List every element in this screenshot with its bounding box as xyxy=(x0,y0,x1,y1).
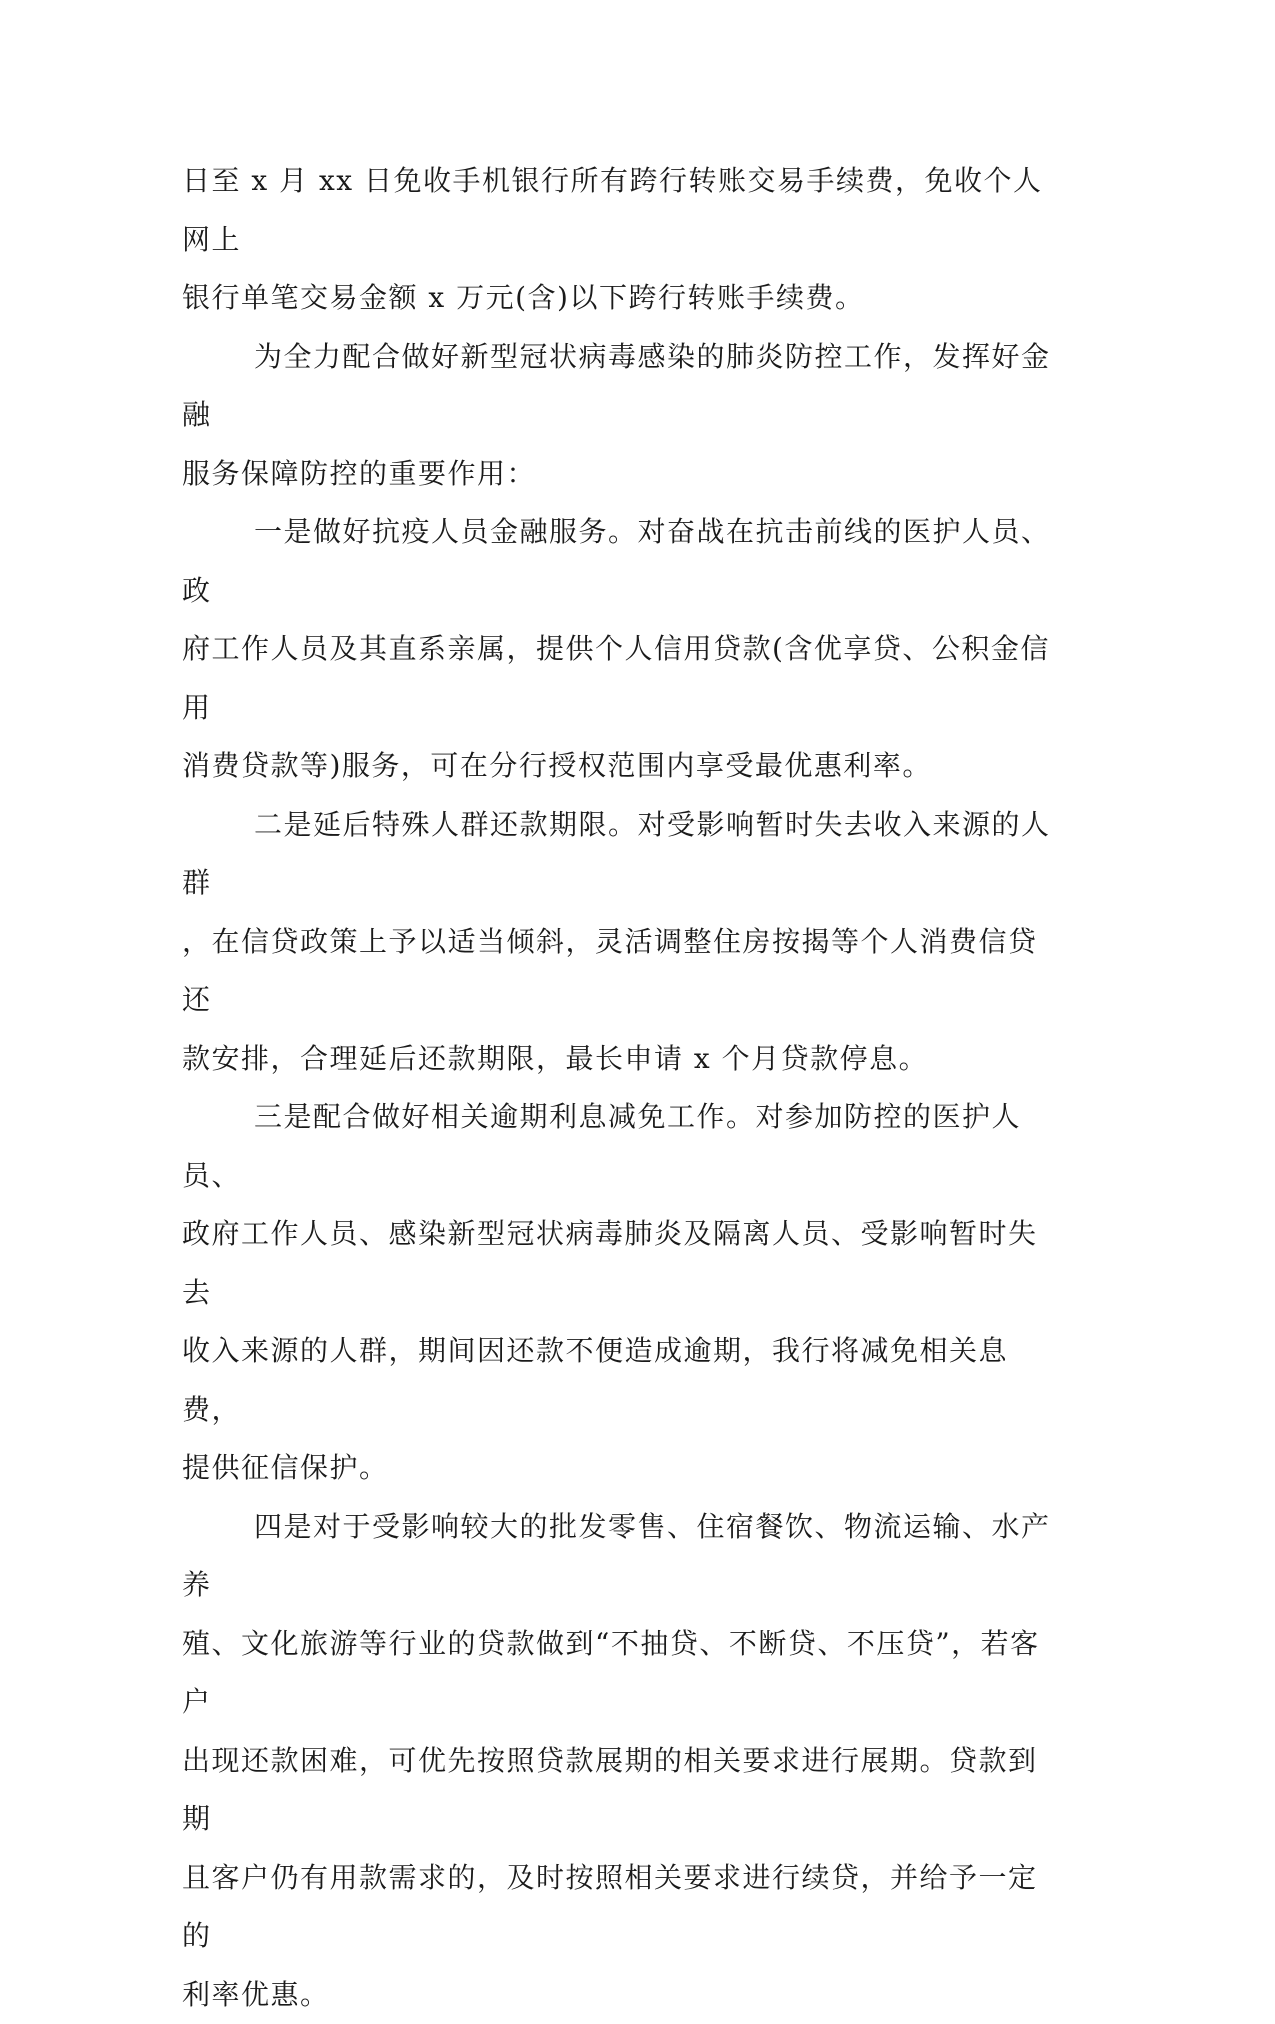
text-line: 日至 x 月 xx 日免收手机银行所有跨行转账交易手续费，免收个人网上 xyxy=(182,164,1042,256)
text-line: 一是做好抗疫人员金融服务。对奋战在抗击前线的医护人员、政 xyxy=(182,515,1051,607)
paragraph-item-1 xyxy=(182,503,1062,796)
document-body xyxy=(182,152,1062,2024)
paragraph-continuation xyxy=(182,152,1062,328)
text-line: 款安排，合理延后还款期限，最长申请 x 个月贷款停息。 xyxy=(182,1042,928,1075)
paragraph-item-3 xyxy=(182,1088,1062,1498)
text-line: 四是对于受影响较大的批发零售、住宿餐饮、物流运输、水产养 xyxy=(182,1510,1051,1602)
text-line: 殖、文化旅游等行业的贷款做到“不抽贷、不断贷、不压贷”，若客户 xyxy=(182,1627,1040,1719)
text-line: 政府工作人员、感染新型冠状病毒肺炎及隔离人员、受影响暂时失去 xyxy=(182,1217,1038,1309)
text-line: 二是延后特殊人群还款期限。对受影响暂时失去收入来源的人群 xyxy=(182,808,1051,900)
text-line: 提供征信保护。 xyxy=(182,1451,389,1484)
paragraph-intro xyxy=(182,328,1062,504)
text-line: 收入来源的人群，期间因还款不便造成逾期，我行将减免相关息费， xyxy=(182,1334,1008,1426)
paragraph-item-4 xyxy=(182,1498,1062,2024)
text-line: 银行单笔交易金额 x 万元(含)以下跨行转账手续费。 xyxy=(182,281,864,314)
text-line: 服务保障防控的重要作用： xyxy=(182,457,536,490)
text-line: ，在信贷政策上予以适当倾斜，灵活调整住房按揭等个人消费信贷还 xyxy=(182,925,1038,1017)
text-line: 消费贷款等)服务，可在分行授权范围内享受最优惠利率。 xyxy=(182,749,932,782)
text-line: 利率优惠。 xyxy=(182,1978,330,2011)
text-line: 三是配合做好相关逾期利息减免工作。对参加防控的医护人员、 xyxy=(182,1100,1021,1192)
paragraph-item-2 xyxy=(182,796,1062,1089)
text-line: 府工作人员及其直系亲属，提供个人信用贷款(含优享贷、公积金信用 xyxy=(182,632,1050,724)
text-line: 且客户仍有用款需求的，及时按照相关要求进行续贷，并给予一定的 xyxy=(182,1861,1038,1953)
text-line: 为全力配合做好新型冠状病毒感染的肺炎防控工作，发挥好金融 xyxy=(182,340,1051,432)
text-line: 出现还款困难，可优先按照贷款展期的相关要求进行展期。贷款到期 xyxy=(182,1744,1038,1836)
